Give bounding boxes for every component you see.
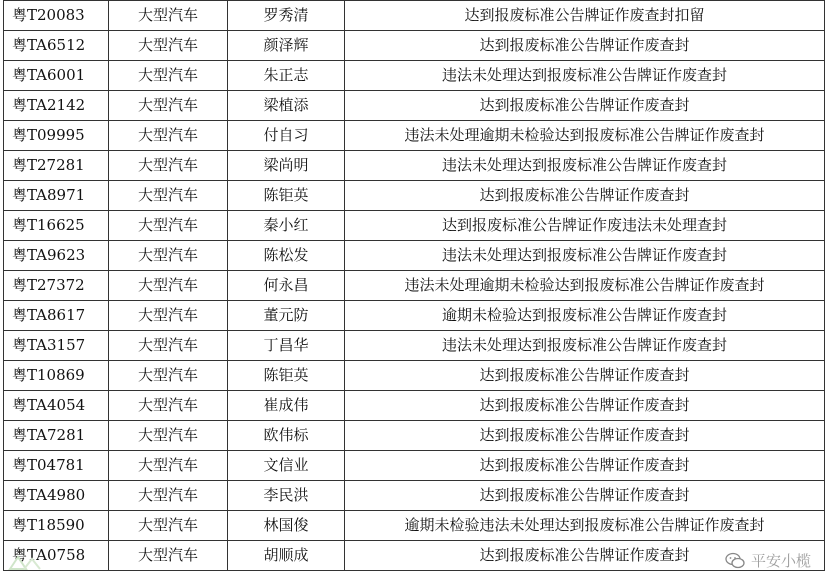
table-row bbox=[4, 181, 825, 211]
owner-cell: 崔成伟 bbox=[228, 391, 345, 421]
table-row bbox=[4, 31, 825, 61]
watermark-text: 平安小榄 bbox=[750, 552, 811, 570]
owner-cell: 董元防 bbox=[228, 301, 345, 331]
vehicle-type-cell: 大型汽车 bbox=[109, 481, 228, 511]
plate-cell: 粤T09995 bbox=[4, 121, 109, 151]
owner-cell: 罗秀清 bbox=[228, 1, 345, 31]
table-row bbox=[4, 451, 825, 481]
vehicle-type-cell: 大型汽车 bbox=[109, 301, 228, 331]
table-row bbox=[4, 121, 825, 151]
plate-cell: 粤TA9623 bbox=[4, 241, 109, 271]
vehicle-type-cell: 大型汽车 bbox=[109, 421, 228, 451]
plate-cell: 粤T16625 bbox=[4, 211, 109, 241]
vehicle-table-body bbox=[4, 1, 825, 571]
reason-cell: 达到报废标准公告牌证作废查封 bbox=[345, 361, 825, 391]
plate-cell: 粤TA0758 bbox=[4, 541, 109, 571]
plate-cell: 粤TA8971 bbox=[4, 181, 109, 211]
plate-cell: 粤TA4980 bbox=[4, 481, 109, 511]
reason-cell: 违法未处理达到报废标准公告牌证作废查封 bbox=[345, 151, 825, 181]
reason-cell: 达到报废标准公告牌证作废查封 bbox=[345, 31, 825, 61]
vehicle-type-cell: 大型汽车 bbox=[109, 451, 228, 481]
plate-cell: 粤T27372 bbox=[4, 271, 109, 301]
table-row bbox=[4, 211, 825, 241]
owner-cell: 陈钜英 bbox=[228, 361, 345, 391]
reason-cell: 达到报废标准公告牌证作废查封 bbox=[345, 181, 825, 211]
reason-cell: 违法未处理逾期未检验达到报废标准公告牌证作废查封 bbox=[345, 121, 825, 151]
plate-cell: 粤TA7281 bbox=[4, 421, 109, 451]
table-row bbox=[4, 301, 825, 331]
owner-cell: 付自习 bbox=[228, 121, 345, 151]
owner-cell: 李民洪 bbox=[228, 481, 345, 511]
reason-cell: 达到报废标准公告牌证作废查封 bbox=[345, 421, 825, 451]
reason-cell: 逾期未检验达到报废标准公告牌证作废查封 bbox=[345, 301, 825, 331]
vehicle-type-cell: 大型汽车 bbox=[109, 121, 228, 151]
table-row bbox=[4, 481, 825, 511]
reason-cell: 违法未处理达到报废标准公告牌证作废查封 bbox=[345, 241, 825, 271]
plate-cell: 粤TA8617 bbox=[4, 301, 109, 331]
reason-cell: 达到报废标准公告牌证作废查封 bbox=[345, 541, 825, 571]
reason-cell: 达到报废标准公告牌证作废查封 bbox=[345, 91, 825, 121]
vehicle-type-cell: 大型汽车 bbox=[109, 91, 228, 121]
vehicle-type-cell: 大型汽车 bbox=[109, 1, 228, 31]
reason-cell: 达到报废标准公告牌证作废查封 bbox=[345, 451, 825, 481]
reason-cell: 达到报废标准公告牌证作废违法未处理查封 bbox=[345, 211, 825, 241]
owner-cell: 林国俊 bbox=[228, 511, 345, 541]
vehicle-type-cell: 大型汽车 bbox=[109, 331, 228, 361]
vehicle-type-cell: 大型汽车 bbox=[109, 181, 228, 211]
plate-cell: 粤TA6512 bbox=[4, 31, 109, 61]
vehicle-type-cell: 大型汽车 bbox=[109, 31, 228, 61]
reason-cell: 逾期未检验违法未处理达到报废标准公告牌证作废查封 bbox=[345, 511, 825, 541]
owner-cell: 欧伟标 bbox=[228, 421, 345, 451]
plate-cell: 粤T18590 bbox=[4, 511, 109, 541]
wechat-icon bbox=[725, 552, 745, 570]
table-row bbox=[4, 1, 825, 31]
vehicle-type-cell: 大型汽车 bbox=[109, 241, 228, 271]
table-row bbox=[4, 271, 825, 301]
plate-cell: 粤T27281 bbox=[4, 151, 109, 181]
owner-cell: 朱正志 bbox=[228, 61, 345, 91]
owner-cell: 颜泽辉 bbox=[228, 31, 345, 61]
owner-cell: 何永昌 bbox=[228, 271, 345, 301]
reason-cell: 达到报废标准公告牌证作废查封扣留 bbox=[345, 1, 825, 31]
vehicle-type-cell: 大型汽车 bbox=[109, 61, 228, 91]
vehicle-type-cell: 大型汽车 bbox=[109, 271, 228, 301]
owner-cell: 梁尚明 bbox=[228, 151, 345, 181]
vehicle-type-cell: 大型汽车 bbox=[109, 211, 228, 241]
vehicle-table bbox=[3, 0, 825, 571]
table-row bbox=[4, 241, 825, 271]
table-row bbox=[4, 361, 825, 391]
reason-cell: 违法未处理逾期未检验达到报废标准公告牌证作废查封 bbox=[345, 271, 825, 301]
plate-cell: 粤TA2142 bbox=[4, 91, 109, 121]
table-row bbox=[4, 541, 825, 571]
reason-cell: 违法未处理达到报废标准公告牌证作废查封 bbox=[345, 331, 825, 361]
plate-cell: 粤T10869 bbox=[4, 361, 109, 391]
owner-cell: 胡顺成 bbox=[228, 541, 345, 571]
vehicle-type-cell: 大型汽车 bbox=[109, 361, 228, 391]
vehicle-type-cell: 大型汽车 bbox=[109, 151, 228, 181]
table-row bbox=[4, 511, 825, 541]
plate-cell: 粤TA4054 bbox=[4, 391, 109, 421]
table-row bbox=[4, 91, 825, 121]
owner-cell: 梁植添 bbox=[228, 91, 345, 121]
plate-cell: 粤T20083 bbox=[4, 1, 109, 31]
corner-logo-icon bbox=[6, 551, 46, 573]
table-row bbox=[4, 391, 825, 421]
watermark bbox=[725, 550, 811, 571]
table-row bbox=[4, 151, 825, 181]
table-row bbox=[4, 61, 825, 91]
plate-cell: 粤TA6001 bbox=[4, 61, 109, 91]
table-row bbox=[4, 331, 825, 361]
table-row bbox=[4, 421, 825, 451]
vehicle-type-cell: 大型汽车 bbox=[109, 511, 228, 541]
owner-cell: 陈松发 bbox=[228, 241, 345, 271]
owner-cell: 文信业 bbox=[228, 451, 345, 481]
plate-cell: 粤T04781 bbox=[4, 451, 109, 481]
plate-cell: 粤TA3157 bbox=[4, 331, 109, 361]
vehicle-type-cell: 大型汽车 bbox=[109, 541, 228, 571]
vehicle-type-cell: 大型汽车 bbox=[109, 391, 228, 421]
owner-cell: 丁昌华 bbox=[228, 331, 345, 361]
reason-cell: 达到报废标准公告牌证作废查封 bbox=[345, 391, 825, 421]
owner-cell: 陈钜英 bbox=[228, 181, 345, 211]
reason-cell: 达到报废标准公告牌证作废查封 bbox=[345, 481, 825, 511]
reason-cell: 违法未处理达到报废标准公告牌证作废查封 bbox=[345, 61, 825, 91]
owner-cell: 秦小红 bbox=[228, 211, 345, 241]
